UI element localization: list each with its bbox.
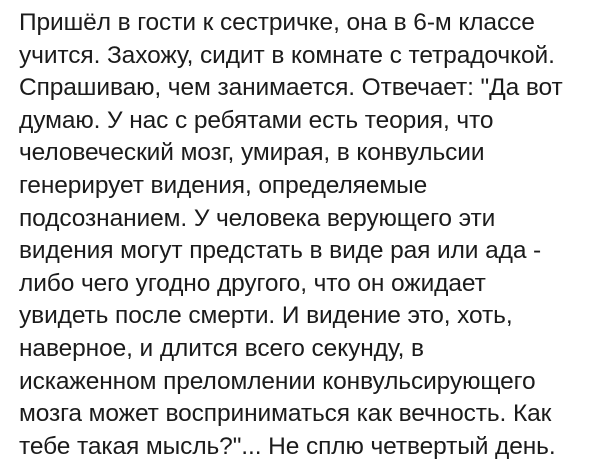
text-line: генерирует видения, определяемые — [19, 171, 428, 199]
text-line: увидеть после смерти. И видение это, хоть, — [19, 302, 513, 330]
text-line: наверное, и длится всего секунду, в — [19, 334, 424, 362]
post-text — [19, 7, 594, 463]
text-line: мозга может восприниматься как вечность. Как — [19, 400, 552, 428]
text-line: учится. Захожу, сидит в комнате с тетрадочкой. — [19, 41, 555, 69]
text-line: человеческий мозг, умирая, в конвульсии — [19, 139, 485, 167]
text-line: Пришёл в гости к сестричке, она в 6-м классе — [19, 9, 535, 36]
text-line: видения могут предстать в виде рая или ада - — [19, 237, 542, 265]
text-line: Спрашиваю, чем занимается. Отвечает: "Да вот — [19, 74, 563, 102]
text-line: либо чего угодно другого, что он ожидает — [19, 269, 486, 297]
text-line: тебе такая мысль?"... Не сплю четвертый день. — [19, 432, 556, 460]
text-line: подсознанием. У человека верующего эти — [19, 204, 496, 232]
text-line: искаженном преломлении конвульсирующего — [19, 367, 536, 395]
text-line: думаю. У нас с ребятами есть теория, что — [19, 106, 494, 134]
